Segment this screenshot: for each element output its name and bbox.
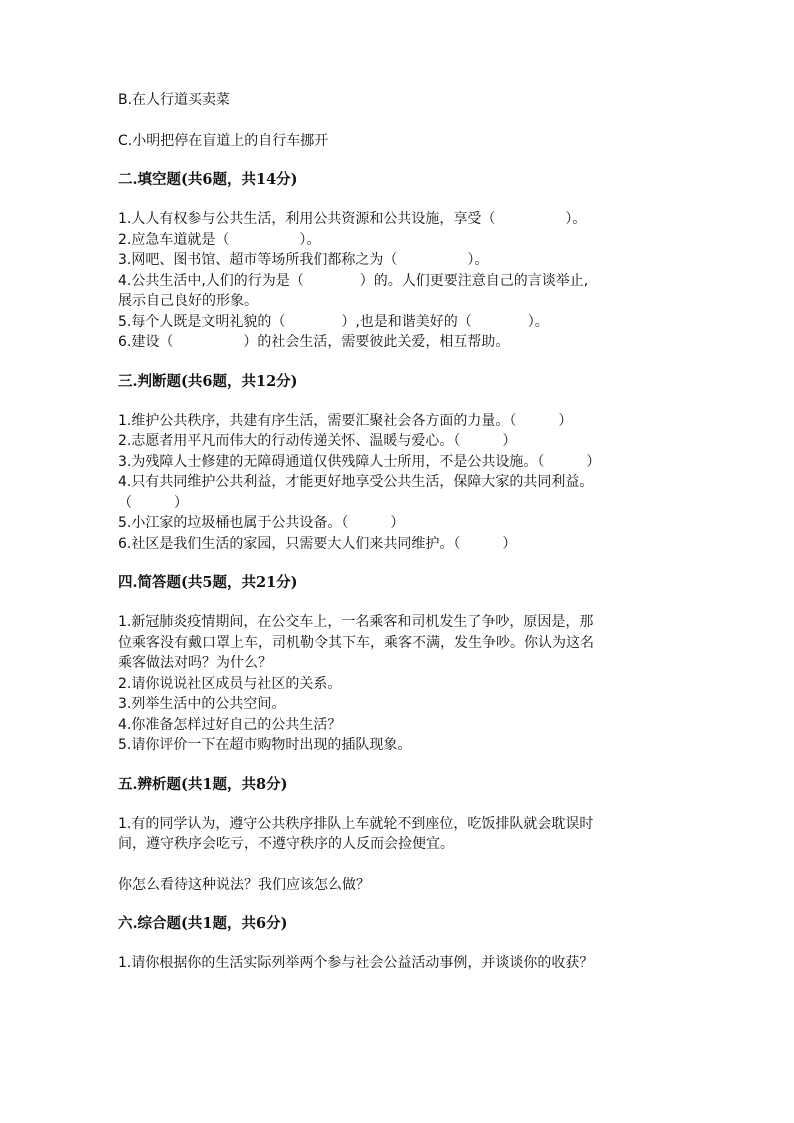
question-line: 1.维护公共秩序，共建有序生活，需要汇聚社会各方面的力量。（ ） (118, 412, 573, 429)
question-line: 5.请你评价一下在超市购物时出现的插队现象。 (118, 737, 412, 753)
question-line: 展示自己良好的形象。 (118, 293, 258, 309)
question-line: 4.公共生活中,人们的行为是（ ）的。人们更要注意自己的言谈举止, (118, 272, 589, 289)
question-line: 1.新冠肺炎疫情期间，在公交车上，一名乘客和司机发生了争吵，原因是，那 (118, 614, 594, 630)
section-heading-analysis: 五.辨析题(共1题，共8分) (118, 775, 288, 793)
question-line: （ ） (118, 494, 188, 511)
question-line: 6.社区是我们生活的家园，只需要大人们来共同维护。（ ） (118, 535, 517, 552)
question-line: 4.你准备怎样过好自己的公共生活？ (118, 716, 342, 733)
section-heading-true-false: 三.判断题(共6题，共12分) (118, 372, 298, 390)
question-line: 6.建设（ ）的社会生活，需要彼此关爱，相互帮助。 (118, 334, 510, 350)
question-line: 间，遵守秩序会吃亏，不遵守秩序的人反而会捡便宜。 (118, 836, 454, 852)
question-line: 3.为残障人士修建的无障碍通道仅供残障人士所用，不是公共设施。（ ） (118, 453, 601, 470)
analysis-question: 你怎么看待这种说法？我们应该怎么做？ (118, 876, 370, 893)
question-line: 4.只有共同维护公共利益，才能更好地享受公共生活，保障大家的共同利益。 (118, 474, 594, 490)
question-line: 5.每个人既是文明礼貌的（ ）,也是和谐美好的（ ）。 (118, 313, 549, 330)
question-line: 2.应急车道就是（ ）。 (118, 231, 321, 248)
question-line: 1.有的同学认为，遵守公共秩序排队上车就轮不到座位，吃饭排队就会耽误时 (118, 815, 594, 832)
option-b: B.在人行道买卖菜 (118, 92, 231, 108)
question-line: 3.网吧、图书馆、超市等场所我们都称之为（ ）。 (118, 252, 489, 268)
option-c: C.小明把停在盲道上的自行车挪开 (118, 132, 329, 149)
question-line: 2.志愿者用平凡而伟大的行动传递关怀、温暖与爱心。（ ） (118, 433, 517, 449)
section-heading-short-answer: 四.简答题(共5题，共21分) (118, 574, 298, 591)
question-line: 1.人人有权参与公共生活，利用公共资源和公共设施，享受（ ）。 (118, 211, 587, 227)
question-line: 位乘客没有戴口罩上车，司机勒令其下车，乘客不满，发生争吵。你认为这名 (118, 634, 594, 651)
section-heading-comprehensive: 六.综合题(共1题，共6分) (118, 915, 288, 932)
page-content (118, 90, 678, 974)
question-line: 5.小江家的垃圾桶也属于公共设备。（ ） (118, 515, 405, 531)
question-line: 2.请你说说社区成员与社区的关系。 (118, 675, 342, 692)
question-line: 1.请你根据你的生活实际列举两个参与社会公益活动事例，并谈谈你的收获？ (118, 955, 594, 971)
section-heading-fill-blank: 二.填空题(共6题，共14分) (118, 171, 298, 188)
question-line: 3.列举生活中的公共空间。 (118, 696, 286, 712)
question-line: 乘客做法对吗？为什么？ (118, 655, 272, 671)
